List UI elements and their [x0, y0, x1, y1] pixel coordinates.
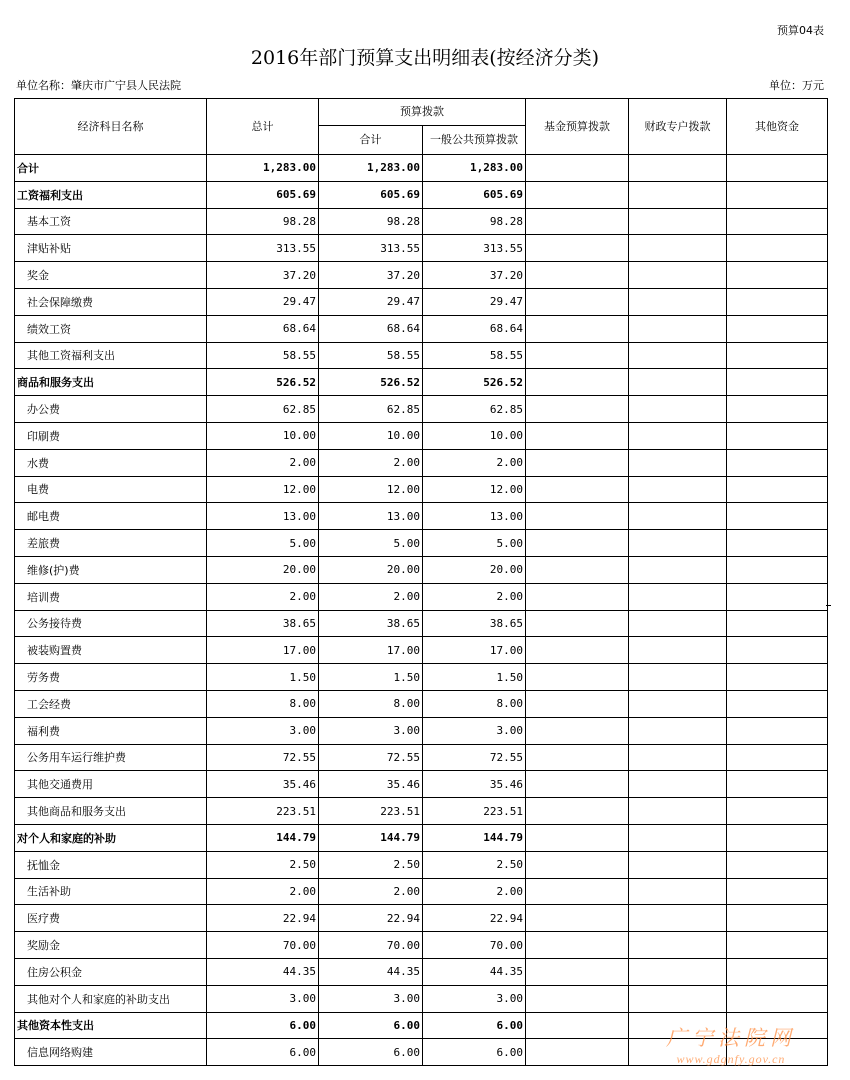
row-fund	[526, 530, 629, 557]
row-fund	[526, 1012, 629, 1039]
table-row	[15, 208, 828, 235]
row-other	[727, 583, 828, 610]
row-fund	[526, 503, 629, 530]
row-special	[629, 181, 727, 208]
row-other	[727, 878, 828, 905]
row-special	[629, 556, 727, 583]
row-budget-sum: 144.79	[319, 824, 423, 851]
row-budget-sum: 8.00	[319, 690, 423, 717]
row-fund	[526, 315, 629, 342]
unit-name: 单位名称：肇庆市广宁县人民法院	[16, 79, 181, 92]
row-general: 223.51	[423, 798, 526, 825]
row-name: 福利费	[15, 717, 207, 744]
row-fund	[526, 181, 629, 208]
row-general: 10.00	[423, 422, 526, 449]
row-special	[629, 744, 727, 771]
row-budget-sum: 72.55	[319, 744, 423, 771]
row-name: 其他交通费用	[15, 771, 207, 798]
row-fund	[526, 422, 629, 449]
row-other	[727, 422, 828, 449]
row-fund	[526, 851, 629, 878]
row-fund	[526, 932, 629, 959]
row-general: 605.69	[423, 181, 526, 208]
row-special	[629, 878, 727, 905]
table-row	[15, 637, 828, 664]
row-general: 20.00	[423, 556, 526, 583]
row-other	[727, 369, 828, 396]
row-general: 37.20	[423, 262, 526, 289]
row-general: 58.55	[423, 342, 526, 369]
row-general: 29.47	[423, 288, 526, 315]
row-total: 3.00	[207, 717, 319, 744]
row-general: 526.52	[423, 369, 526, 396]
row-budget-sum: 6.00	[319, 1012, 423, 1039]
row-special	[629, 824, 727, 851]
row-budget-sum: 605.69	[319, 181, 423, 208]
row-other	[727, 824, 828, 851]
row-total: 144.79	[207, 824, 319, 851]
row-total: 68.64	[207, 315, 319, 342]
table-row	[15, 342, 828, 369]
row-budget-sum: 37.20	[319, 262, 423, 289]
col-header-fund: 基金预算拨款	[526, 99, 629, 155]
row-budget-sum: 38.65	[319, 610, 423, 637]
row-general: 5.00	[423, 530, 526, 557]
row-fund	[526, 476, 629, 503]
row-other	[727, 905, 828, 932]
row-total: 58.55	[207, 342, 319, 369]
row-name: 津贴补贴	[15, 235, 207, 262]
table-row	[15, 181, 828, 208]
row-general: 17.00	[423, 637, 526, 664]
row-special	[629, 717, 727, 744]
row-name: 其他对个人和家庭的补助支出	[15, 985, 207, 1012]
row-fund	[526, 235, 629, 262]
watermark-url: www.gdgnfy.gov.cn	[676, 1052, 786, 1066]
row-budget-sum: 6.00	[319, 1039, 423, 1066]
row-budget-sum: 22.94	[319, 905, 423, 932]
table-row	[15, 530, 828, 557]
table-row	[15, 449, 828, 476]
row-name: 其他资本性支出	[15, 1012, 207, 1039]
row-budget-sum: 68.64	[319, 315, 423, 342]
row-name: 水费	[15, 449, 207, 476]
row-budget-sum: 223.51	[319, 798, 423, 825]
row-budget-sum: 13.00	[319, 503, 423, 530]
row-total: 98.28	[207, 208, 319, 235]
row-other	[727, 476, 828, 503]
table-row	[15, 932, 828, 959]
row-fund	[526, 690, 629, 717]
row-name: 其他工资福利支出	[15, 342, 207, 369]
row-other	[727, 342, 828, 369]
row-total: 2.00	[207, 449, 319, 476]
row-budget-sum: 58.55	[319, 342, 423, 369]
row-budget-sum: 10.00	[319, 422, 423, 449]
row-name: 电费	[15, 476, 207, 503]
row-fund	[526, 717, 629, 744]
row-other	[727, 985, 828, 1012]
row-general: 13.00	[423, 503, 526, 530]
row-special	[629, 396, 727, 423]
row-general: 70.00	[423, 932, 526, 959]
row-total: 37.20	[207, 262, 319, 289]
row-budget-sum: 17.00	[319, 637, 423, 664]
row-total: 12.00	[207, 476, 319, 503]
row-name: 被装购置费	[15, 637, 207, 664]
row-name: 奖励金	[15, 932, 207, 959]
col-header-budget-group: 预算拨款	[319, 99, 526, 126]
col-header-other: 其他资金	[727, 99, 828, 155]
row-name: 社会保障缴费	[15, 288, 207, 315]
row-total: 1,283.00	[207, 155, 319, 182]
row-fund	[526, 985, 629, 1012]
row-general: 6.00	[423, 1012, 526, 1039]
row-budget-sum: 2.50	[319, 851, 423, 878]
row-general: 313.55	[423, 235, 526, 262]
row-special	[629, 664, 727, 691]
row-special	[629, 342, 727, 369]
row-general: 144.79	[423, 824, 526, 851]
row-special	[629, 369, 727, 396]
row-special	[629, 262, 727, 289]
row-name: 培训费	[15, 583, 207, 610]
table-row	[15, 583, 828, 610]
row-total: 22.94	[207, 905, 319, 932]
row-general: 3.00	[423, 717, 526, 744]
col-header-special: 财政专户拨款	[629, 99, 727, 155]
row-fund	[526, 878, 629, 905]
row-general: 8.00	[423, 690, 526, 717]
row-special	[629, 530, 727, 557]
row-total: 44.35	[207, 958, 319, 985]
page-title: 2016年部门预算支出明细表(按经济分类)	[250, 47, 600, 69]
row-budget-sum: 29.47	[319, 288, 423, 315]
row-fund	[526, 637, 629, 664]
row-general: 1.50	[423, 664, 526, 691]
row-other	[727, 315, 828, 342]
row-fund	[526, 664, 629, 691]
row-other	[727, 262, 828, 289]
row-other	[727, 690, 828, 717]
row-fund	[526, 208, 629, 235]
budget-table	[14, 98, 828, 1066]
row-special	[629, 771, 727, 798]
table-row	[15, 262, 828, 289]
col-header-general: 一般公共预算拨款	[423, 126, 526, 155]
table-row	[15, 798, 828, 825]
table-row	[15, 905, 828, 932]
row-fund	[526, 155, 629, 182]
row-total: 223.51	[207, 798, 319, 825]
row-total: 17.00	[207, 637, 319, 664]
row-total: 29.47	[207, 288, 319, 315]
row-name: 办公费	[15, 396, 207, 423]
row-other	[727, 637, 828, 664]
col-header-total: 总计	[207, 99, 319, 155]
row-general: 2.50	[423, 851, 526, 878]
row-fund	[526, 556, 629, 583]
row-general: 2.00	[423, 878, 526, 905]
row-other	[727, 744, 828, 771]
row-budget-sum: 526.52	[319, 369, 423, 396]
row-other	[727, 208, 828, 235]
table-row	[15, 369, 828, 396]
row-special	[629, 958, 727, 985]
row-budget-sum: 62.85	[319, 396, 423, 423]
row-general: 68.64	[423, 315, 526, 342]
table-row	[15, 771, 828, 798]
row-name: 对个人和家庭的补助	[15, 824, 207, 851]
row-other	[727, 664, 828, 691]
row-other	[727, 155, 828, 182]
row-total: 1.50	[207, 664, 319, 691]
row-fund	[526, 610, 629, 637]
row-budget-sum: 70.00	[319, 932, 423, 959]
row-name: 公务用车运行维护费	[15, 744, 207, 771]
row-budget-sum: 2.00	[319, 878, 423, 905]
row-other	[727, 610, 828, 637]
row-name: 信息网络购建	[15, 1039, 207, 1066]
table-row	[15, 717, 828, 744]
row-other	[727, 503, 828, 530]
row-other	[727, 932, 828, 959]
row-budget-sum: 313.55	[319, 235, 423, 262]
row-fund	[526, 958, 629, 985]
row-general: 38.65	[423, 610, 526, 637]
row-total: 35.46	[207, 771, 319, 798]
row-total: 20.00	[207, 556, 319, 583]
row-name: 其他商品和服务支出	[15, 798, 207, 825]
row-budget-sum: 1,283.00	[319, 155, 423, 182]
row-special	[629, 932, 727, 959]
row-special	[629, 155, 727, 182]
row-other	[727, 556, 828, 583]
table-row	[15, 288, 828, 315]
row-total: 72.55	[207, 744, 319, 771]
row-special	[629, 583, 727, 610]
col-header-name: 经济科目名称	[15, 99, 207, 155]
row-other	[727, 288, 828, 315]
row-name: 差旅费	[15, 530, 207, 557]
row-general: 62.85	[423, 396, 526, 423]
row-name: 抚恤金	[15, 851, 207, 878]
table-row	[15, 556, 828, 583]
row-total: 526.52	[207, 369, 319, 396]
row-name: 邮电费	[15, 503, 207, 530]
row-general: 3.00	[423, 985, 526, 1012]
row-special	[629, 798, 727, 825]
row-name: 商品和服务支出	[15, 369, 207, 396]
row-budget-sum: 3.00	[319, 717, 423, 744]
row-name: 工资福利支出	[15, 181, 207, 208]
table-row	[15, 664, 828, 691]
row-budget-sum: 5.00	[319, 530, 423, 557]
row-general: 2.00	[423, 449, 526, 476]
row-name: 奖金	[15, 262, 207, 289]
row-total: 2.50	[207, 851, 319, 878]
table-row	[15, 744, 828, 771]
row-budget-sum: 3.00	[319, 985, 423, 1012]
row-budget-sum: 12.00	[319, 476, 423, 503]
row-budget-sum: 35.46	[319, 771, 423, 798]
row-special	[629, 235, 727, 262]
row-special	[629, 905, 727, 932]
row-fund	[526, 798, 629, 825]
row-special	[629, 610, 727, 637]
row-special	[629, 503, 727, 530]
table-row	[15, 878, 828, 905]
row-name: 生活补助	[15, 878, 207, 905]
row-special	[629, 208, 727, 235]
row-total: 2.00	[207, 878, 319, 905]
row-special	[629, 422, 727, 449]
row-name: 合计	[15, 155, 207, 182]
row-general: 98.28	[423, 208, 526, 235]
row-total: 10.00	[207, 422, 319, 449]
table-row	[15, 610, 828, 637]
row-name: 维修(护)费	[15, 556, 207, 583]
row-fund	[526, 449, 629, 476]
watermark-text: 广宁法院网	[666, 1026, 796, 1050]
row-total: 62.85	[207, 396, 319, 423]
row-name: 绩效工资	[15, 315, 207, 342]
row-fund	[526, 288, 629, 315]
row-special	[629, 690, 727, 717]
row-special	[629, 637, 727, 664]
row-general: 35.46	[423, 771, 526, 798]
row-total: 2.00	[207, 583, 319, 610]
row-name: 公务接待费	[15, 610, 207, 637]
site-watermark	[656, 1022, 806, 1067]
unit-label: 单位：万元	[769, 79, 824, 92]
row-fund	[526, 1039, 629, 1066]
row-budget-sum: 2.00	[319, 449, 423, 476]
table-row	[15, 985, 828, 1012]
row-total: 313.55	[207, 235, 319, 262]
row-fund	[526, 824, 629, 851]
col-header-budget-sum: 合计	[319, 126, 423, 155]
row-total: 38.65	[207, 610, 319, 637]
table-row	[15, 690, 828, 717]
table-row	[15, 476, 828, 503]
row-general: 72.55	[423, 744, 526, 771]
row-other	[727, 530, 828, 557]
table-row	[15, 155, 828, 182]
row-budget-sum: 98.28	[319, 208, 423, 235]
row-other	[727, 235, 828, 262]
table-row	[15, 824, 828, 851]
row-name: 住房公积金	[15, 958, 207, 985]
row-general: 12.00	[423, 476, 526, 503]
row-total: 6.00	[207, 1012, 319, 1039]
row-name: 工会经费	[15, 690, 207, 717]
row-other	[727, 396, 828, 423]
row-budget-sum: 44.35	[319, 958, 423, 985]
row-other	[727, 181, 828, 208]
row-other	[727, 851, 828, 878]
row-general: 2.00	[423, 583, 526, 610]
row-special	[629, 315, 727, 342]
row-budget-sum: 2.00	[319, 583, 423, 610]
form-code: 预算04表	[777, 24, 824, 37]
row-general: 22.94	[423, 905, 526, 932]
table-row	[15, 958, 828, 985]
table-row	[15, 235, 828, 262]
stray-mark	[826, 605, 831, 606]
row-fund	[526, 262, 629, 289]
row-name: 印刷费	[15, 422, 207, 449]
row-fund	[526, 396, 629, 423]
row-fund	[526, 342, 629, 369]
row-name: 基本工资	[15, 208, 207, 235]
row-general: 1,283.00	[423, 155, 526, 182]
row-fund	[526, 744, 629, 771]
row-budget-sum: 1.50	[319, 664, 423, 691]
row-special	[629, 288, 727, 315]
row-fund	[526, 369, 629, 396]
row-total: 5.00	[207, 530, 319, 557]
row-special	[629, 851, 727, 878]
row-special	[629, 985, 727, 1012]
row-total: 605.69	[207, 181, 319, 208]
row-fund	[526, 905, 629, 932]
row-total: 13.00	[207, 503, 319, 530]
row-other	[727, 798, 828, 825]
row-total: 70.00	[207, 932, 319, 959]
row-other	[727, 449, 828, 476]
row-other	[727, 771, 828, 798]
row-total: 8.00	[207, 690, 319, 717]
table-row	[15, 851, 828, 878]
table-row	[15, 315, 828, 342]
row-other	[727, 717, 828, 744]
row-general: 44.35	[423, 958, 526, 985]
row-budget-sum: 20.00	[319, 556, 423, 583]
row-name: 医疗费	[15, 905, 207, 932]
row-special	[629, 476, 727, 503]
table-row	[15, 396, 828, 423]
row-name: 劳务费	[15, 664, 207, 691]
row-special	[629, 449, 727, 476]
table-row	[15, 503, 828, 530]
row-total: 6.00	[207, 1039, 319, 1066]
row-general: 6.00	[423, 1039, 526, 1066]
row-other	[727, 958, 828, 985]
row-fund	[526, 583, 629, 610]
row-total: 3.00	[207, 985, 319, 1012]
row-fund	[526, 771, 629, 798]
table-row	[15, 422, 828, 449]
